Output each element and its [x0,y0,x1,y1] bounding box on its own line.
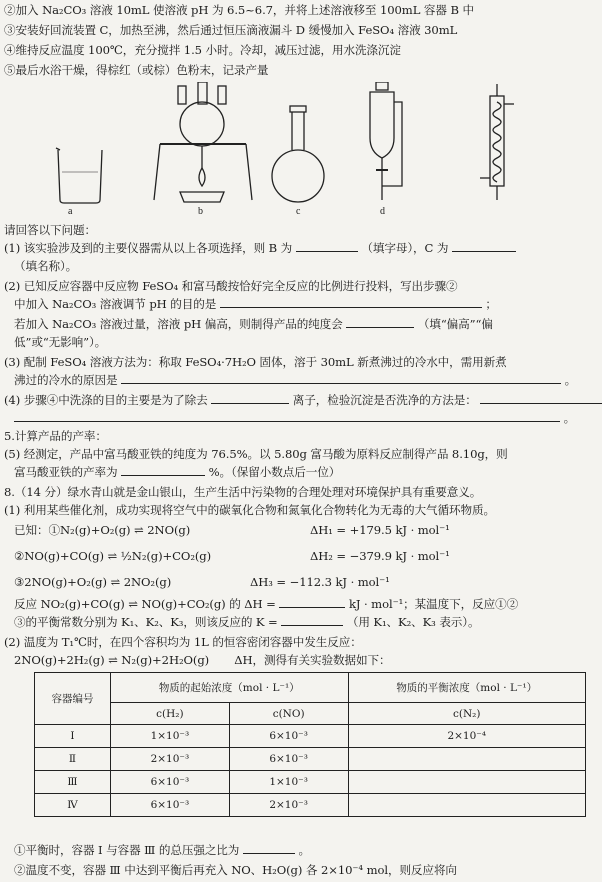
header-initial-conc: 物质的起始浓度（mol · L⁻¹） [111,673,349,703]
apparatus-figure [40,82,580,210]
dh-1: ΔH₁ = +179.5 kJ · mol⁻¹ [310,523,450,537]
answer-blank[interactable] [14,411,560,422]
label-c: c [296,206,301,217]
q7-5-line1: (5) 经测定，产品中富马酸亚铁的纯度为 76.5%。以 5.80g 富马酸为原料反应制得产品 8.10g，则 [4,447,508,461]
q8-2-intro: (2) 温度为 T₁℃时，在四个容积均为 1L 的恒容密闭容器中发生反应： [4,635,362,649]
dropping-funnel-icon [370,82,402,200]
q8-header: 8.（14 分）绿水青山就是金山银山，生产生活中污染物的合理处理对环境保护具有重要意义。 [4,485,482,499]
eq-2: ②NO(g)+CO(g) ⇌ ½N₂(g)+CO₂(g) [14,549,212,563]
dh-2: ΔH₂ = −379.9 kJ · mol⁻¹ [310,549,450,563]
step-2: ②加入 Na₂CO₃ 溶液 10mL 使溶液 pH 为 6.5~6.7，并将上述溶液移至 100mL 容器 B 中 [4,3,474,17]
answer-blank[interactable] [121,373,561,384]
label-a: a [68,206,73,217]
beaker-icon [56,148,102,203]
eq-1: 已知：①N₂(g)+O₂(g) ⇌ 2NO(g) [14,523,191,537]
subheader-n2: c(N₂) [348,703,586,725]
q7-2-line2: 中加入 Na₂CO₃ 溶液调节 pH 的目的是 ； [14,297,497,311]
three-neck-flask-icon [154,82,252,202]
label-b: b [198,206,203,217]
answer-blank[interactable] [452,241,516,252]
q7-1-line2: （填名称）。 [14,259,78,273]
eq-3: ③2NO(g)+O₂(g) ⇌ 2NO₂(g) [14,575,172,589]
table-row: Ⅳ 6×10⁻³ 2×10⁻³ [35,794,586,817]
q7-3-line1: (3) 配制 FeSO₄ 溶液方法为：称取 FeSO₄·7H₂O 固体，溶于 30mL 新煮沸过的冷水中，需用新煮 [4,355,507,369]
table-row: Ⅱ 2×10⁻³ 6×10⁻³ [35,748,586,771]
step-3: ③安装好回流装置 C，加热至沸，然后通过恒压滴液漏斗 D 缓慢加入 FeSO₄ 溶液 30mL [4,23,458,37]
step-4: ④维持反应温度 100℃，充分搅拌 1.5 小时。冷却，减压过滤，用水洗涤沉淀 [4,43,401,57]
table-row: Ⅲ 6×10⁻³ 1×10⁻³ [35,771,586,794]
q7-4-line2: 。 [14,410,575,426]
q7-2-line1: (2) 已知反应容器中反应物 FeSO₄ 和富马酸按恰好完全反应的比例进行投料，写出步骤② [4,279,458,293]
header-container-id: 容器编号 [35,673,111,725]
q7-4-line1: (4) 步骤④中洗涤的目的主要是为了除去 离子，检验沉淀是否洗净的方法是： [4,392,602,408]
q8-1-line2: ③的平衡常数分别为 K₁、K₂、K₃，则该反应的 K = （用 K₁、K₂、K₃ 表示）。 [14,615,480,629]
dh-3: ΔH₃ = −112.3 kJ · mol⁻¹ [250,575,390,589]
q8-1-intro: (1) 利用某些催化剂，成功实现将空气中的碳氧化合物和氮氧化合物转化为无毒的大气循环物质。 [4,503,495,517]
condenser-icon [480,84,514,200]
q7-2-line4: 低”或“无影响”）。 [14,335,107,349]
q7-intro: 请回答以下问题： [4,223,96,237]
experiment-data-table [34,672,586,817]
q8-2-a: ①平衡时，容器 Ⅰ 与容器 Ⅲ 的总压强之比为 。 [14,843,310,857]
table-row: Ⅰ 1×10⁻³ 6×10⁻³ 2×10⁻⁴ [35,725,586,748]
eq-4: 2NO(g)+2H₂(g) ⇌ N₂(g)+2H₂O(g) ΔH，测得有关实验数据如下： [14,653,391,667]
label-d: d [380,206,385,217]
q7-2-line3: 若加入 Na₂CO₃ 溶液过量，溶液 pH 偏高，则制得产品的纯度会 （填“偏高”“偏 [14,317,493,331]
round-bottom-flask-icon [272,106,324,202]
answer-blank[interactable] [279,597,345,608]
subheader-no: c(NO) [229,703,348,725]
answer-blank[interactable] [211,393,289,404]
subheader-h2: c(H₂) [111,703,230,725]
answer-blank[interactable] [121,465,205,476]
header-equilibrium-conc: 物质的平衡浓度（mol · L⁻¹） [348,673,586,703]
answer-blank[interactable] [480,393,602,404]
q8-1-line1: 反应 NO₂(g)+CO(g) ⇌ NO(g)+CO₂(g) 的 ΔH = kJ · mol⁻¹；某温度下，反应①② [14,597,519,611]
q7-1-line1: (1) 该实验涉及到的主要仪器需从以上各项选择，则 B 为 （填字母），C 为 [4,240,516,256]
answer-blank[interactable] [220,297,482,308]
step-5: ⑤最后水浴干燥，得棕红（或棕）色粉末，记录产量 [4,63,269,77]
q7-5-line2: 富马酸亚铁的产率为 %。（保留小数点后一位） [14,465,341,479]
answer-blank[interactable] [243,843,295,854]
answer-blank[interactable] [346,317,414,328]
answer-blank[interactable] [281,615,343,626]
q7-5-intro: 5.计算产品的产率： [4,429,107,443]
q7-3-line2: 沸过的冷水的原因是 。 [14,373,577,387]
answer-blank[interactable] [296,241,358,252]
q8-2-b: ②温度不变，容器 Ⅲ 中达到平衡后再充入 NO、H₂O(g) 各 2×10⁻⁴ mol，则反应将向 [14,863,457,877]
